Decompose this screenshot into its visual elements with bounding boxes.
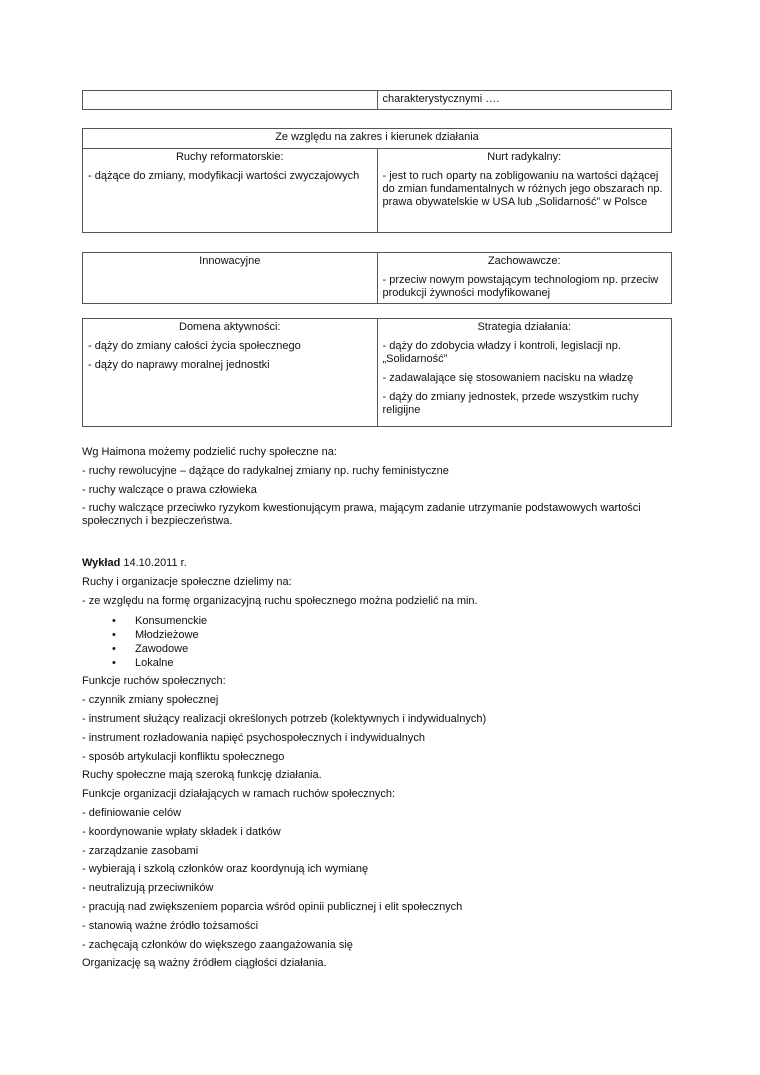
table-continuation <box>82 90 672 110</box>
cell-item: - zadawalające się stosowaniem nacisku na władzę <box>382 372 634 384</box>
paragraph: - zachęcają członków do większego zaangażowania się <box>82 938 353 951</box>
paragraph: Organizację są ważny źródłem ciągłości działania. <box>82 957 327 970</box>
paragraph-group <box>82 675 682 970</box>
paragraph: Funkcje organizacji działających w ramach ruchów społecznych: <box>82 788 396 801</box>
list-item: • Zawodowe <box>82 642 682 656</box>
cell-item: - przeciw nowym powstającym technologiom np. przeciw produkcji żywności modyfikowanej <box>382 274 659 299</box>
table-cell-reform <box>83 149 378 233</box>
lecture-heading <box>82 557 682 570</box>
paragraph: - ruchy rewolucyjne – dążące do radykalnej zmiany np. ruchy feministyczne <box>82 464 449 477</box>
table-scope <box>82 128 672 233</box>
table-cell: charakterystycznymi …. <box>377 91 672 110</box>
table-cell-domain <box>83 319 378 427</box>
paragraph: - instrument służący realizacji określonych potrzeb (kolektywnych i indywidualnych) <box>82 712 487 725</box>
paragraph: Wg Haimona możemy podzielić ruchy społeczne na: <box>82 446 337 458</box>
table-cell-conservative <box>377 253 672 304</box>
paragraph: - koordynowanie wpłaty składek i datków <box>82 825 281 838</box>
cell-item: - dążące do zmiany, modyfikacji wartości zwyczajowych <box>88 170 360 182</box>
paragraph: - ruchy walczące przeciwko ryzykom kwestionującym prawa, mającym zadanie utrzymanie podstawowych wartości społecznych i bezpieczeństwa. <box>82 502 641 528</box>
table-cell-empty <box>83 91 378 110</box>
table-header: Ze względu na zakres i kierunek działania <box>83 129 672 149</box>
paragraph: - czynnik zmiany społecznej <box>82 694 219 707</box>
cell-title: Strategia działania: <box>477 321 572 333</box>
paragraph: Ruchy społeczne mają szeroką funkcję działania. <box>82 769 322 782</box>
paragraph: - wybierają i szkolą członków oraz koordynują ich wymianę <box>82 863 369 876</box>
paragraph: - neutralizują przeciwników <box>82 882 214 895</box>
cell-title: Nurt radykalny: <box>487 151 562 163</box>
bullet-list <box>82 614 682 670</box>
paragraph: - instrument rozładowania napięć psychospołecznych i indywidualnych <box>82 731 426 744</box>
paragraph: Funkcje ruchów społecznych: <box>82 675 226 688</box>
table-cell-strategy <box>377 319 672 427</box>
cell-title: Zachowawcze: <box>487 255 561 267</box>
paragraph: - pracują nad zwiększeniem poparcia wśród opinii publicznej i elit społecznych <box>82 900 463 913</box>
paragraph: - zarządzanie zasobami <box>82 844 199 857</box>
cell-item: - dąży do zdobycia władzy i kontroli, legislacji np. „Solidarność” <box>382 340 621 365</box>
cell-item: - dąży do naprawy moralnej jednostki <box>88 359 270 371</box>
lecture-label: Wykład <box>82 557 121 570</box>
document-body <box>82 446 682 976</box>
paragraph: - sposób artykulacji konfliktu społecznego <box>82 750 285 763</box>
cell-item: - dąży do zmiany jednostek, przede wszystkim ruchy religijne <box>382 391 639 416</box>
list-item: • Lokalne <box>82 656 682 670</box>
paragraph: Ruchy i organizacje społeczne dzielimy na: <box>82 575 292 588</box>
table-cell-radical <box>377 149 672 233</box>
cell-title: Domena aktywności: <box>179 321 281 333</box>
list-item: • Młodzieżowe <box>82 628 682 642</box>
cell-item: - jest to ruch oparty na zobligowaniu na wartości dążącej do zmian fundamentalnych w różnych jego obszarach np. prawa obywatelskie w USA lub „Solidarność” w Polsce <box>382 170 663 208</box>
paragraph: - definiowanie celów <box>82 806 182 819</box>
paragraph: - ze względu na formę organizacyjną ruchu społecznego można podzielić na min. <box>82 594 478 607</box>
cell-item: - dąży do zmiany całości życia społecznego <box>88 340 301 352</box>
lecture-date: 14.10.2011 r. <box>120 557 187 570</box>
cell-title: Ruchy reformatorskie: <box>175 151 284 163</box>
paragraph: - ruchy walczące o prawa człowieka <box>82 483 257 496</box>
paragraph: - stanowią ważne źródło tożsamości <box>82 919 259 932</box>
cell-title: Innowacyjne <box>83 253 378 304</box>
table-domain <box>82 318 672 427</box>
list-item: • Konsumenckie <box>82 614 682 628</box>
table-innovation <box>82 252 672 304</box>
